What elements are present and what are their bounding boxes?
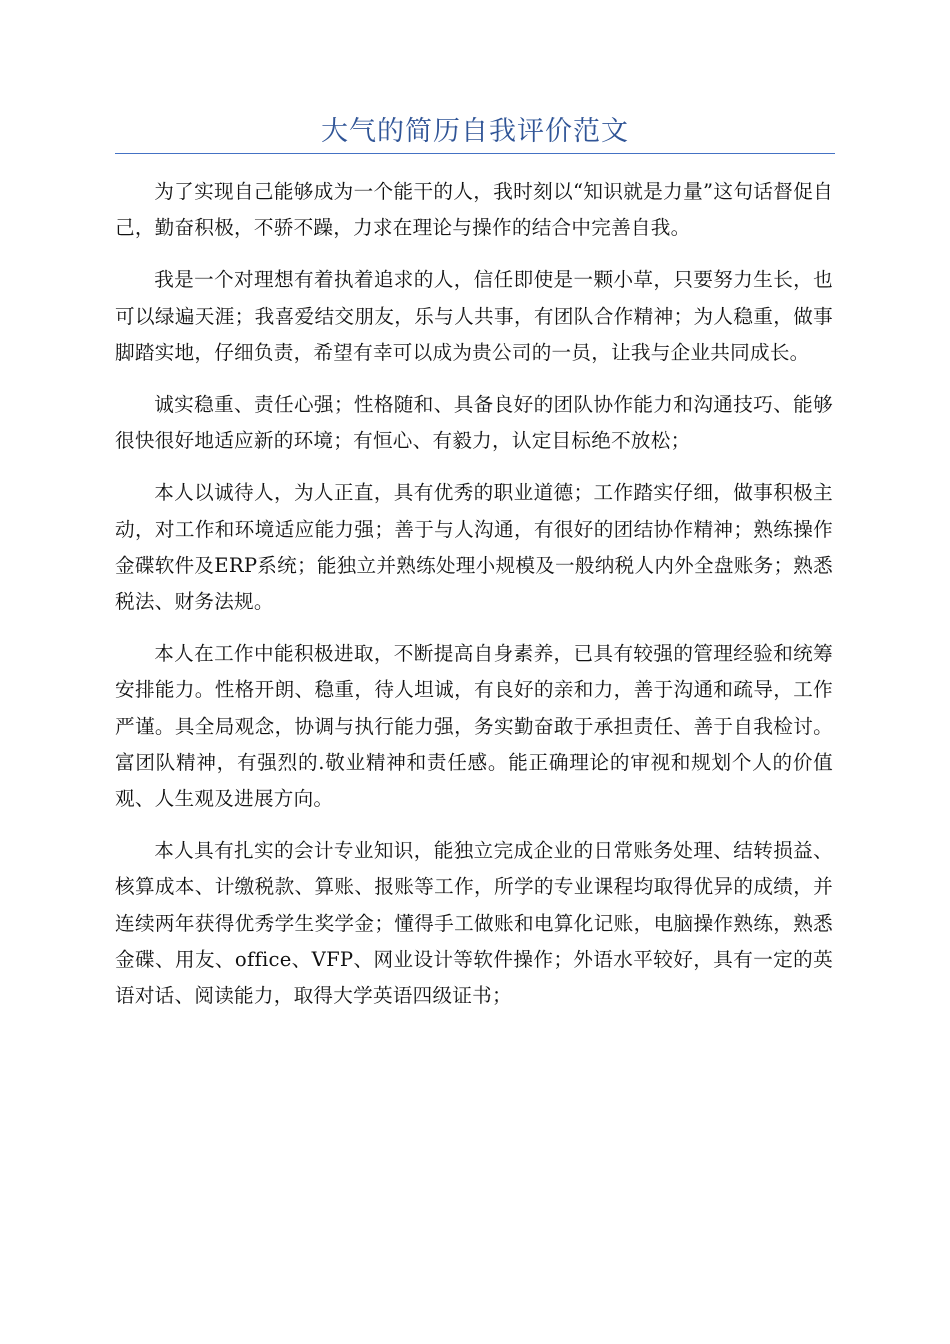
paragraph-4: 本人以诚待人，为人正直，具有优秀的职业道德；工作踏实仔细，做事积极主动，对工作和环境适应能力强；善于与人沟通，有很好的团结协作精神；熟练操作金碟软件及ERP系统；能独立并熟练处理小规模及一般纳税人内外全盘账务；熟悉税法、财务法规。 [115,481,833,614]
document-body [115,174,833,1030]
document-title: 大气的简历自我评价范文 [321,116,629,147]
title-underline [115,153,835,154]
paragraph-5: 本人在工作中能积极进取，不断提高自身素养，已具有较强的管理经验和统筹安排能力。性格开朗、稳重，待人坦诚，有良好的亲和力，善于沟通和疏导，工作严谨。具全局观念，协调与执行能力强，务实勤奋敢于承担责任、善于自我检讨。富团队精神，有强烈的.敬业精神和责任感。能正确理论的审视和规划个人的价值观、人生观及进展方向。 [115,642,833,811]
paragraph-2: 我是一个对理想有着执着追求的人，信任即使是一颗小草，只要努力生长，也可以绿遍天涯；我喜爱结交朋友，乐与人共事，有团队合作精神；为人稳重，做事脚踏实地，仔细负责，希望有幸可以成为贵公司的一员，让我与企业共同成长。 [115,268,833,364]
paragraph-3: 诚实稳重、责任心强；性格随和、具备良好的团队协作能力和沟通技巧、能够很快很好地适应新的环境；有恒心、有毅力，认定目标绝不放松； [115,393,833,453]
paragraph-6: 本人具有扎实的会计专业知识，能独立完成企业的日常账务处理、结转损益、核算成本、计缴税款、算账、报账等工作，所学的专业课程均取得优异的成绩，并连续两年获得优秀学生奖学金；懂得手工做账和电算化记账，电脑操作熟练，熟悉金碟、用友、office、VFP、网业设计等软件操作；外语水平较好，具有一定的英语对话、阅读能力，取得大学英语四级证书； [115,839,833,1008]
paragraph-1: 为了实现自己能够成为一个能干的人，我时刻以“知识就是力量”这句话督促自己，勤奋积极，不骄不躁，力求在理论与操作的结合中完善自我。 [115,180,833,240]
